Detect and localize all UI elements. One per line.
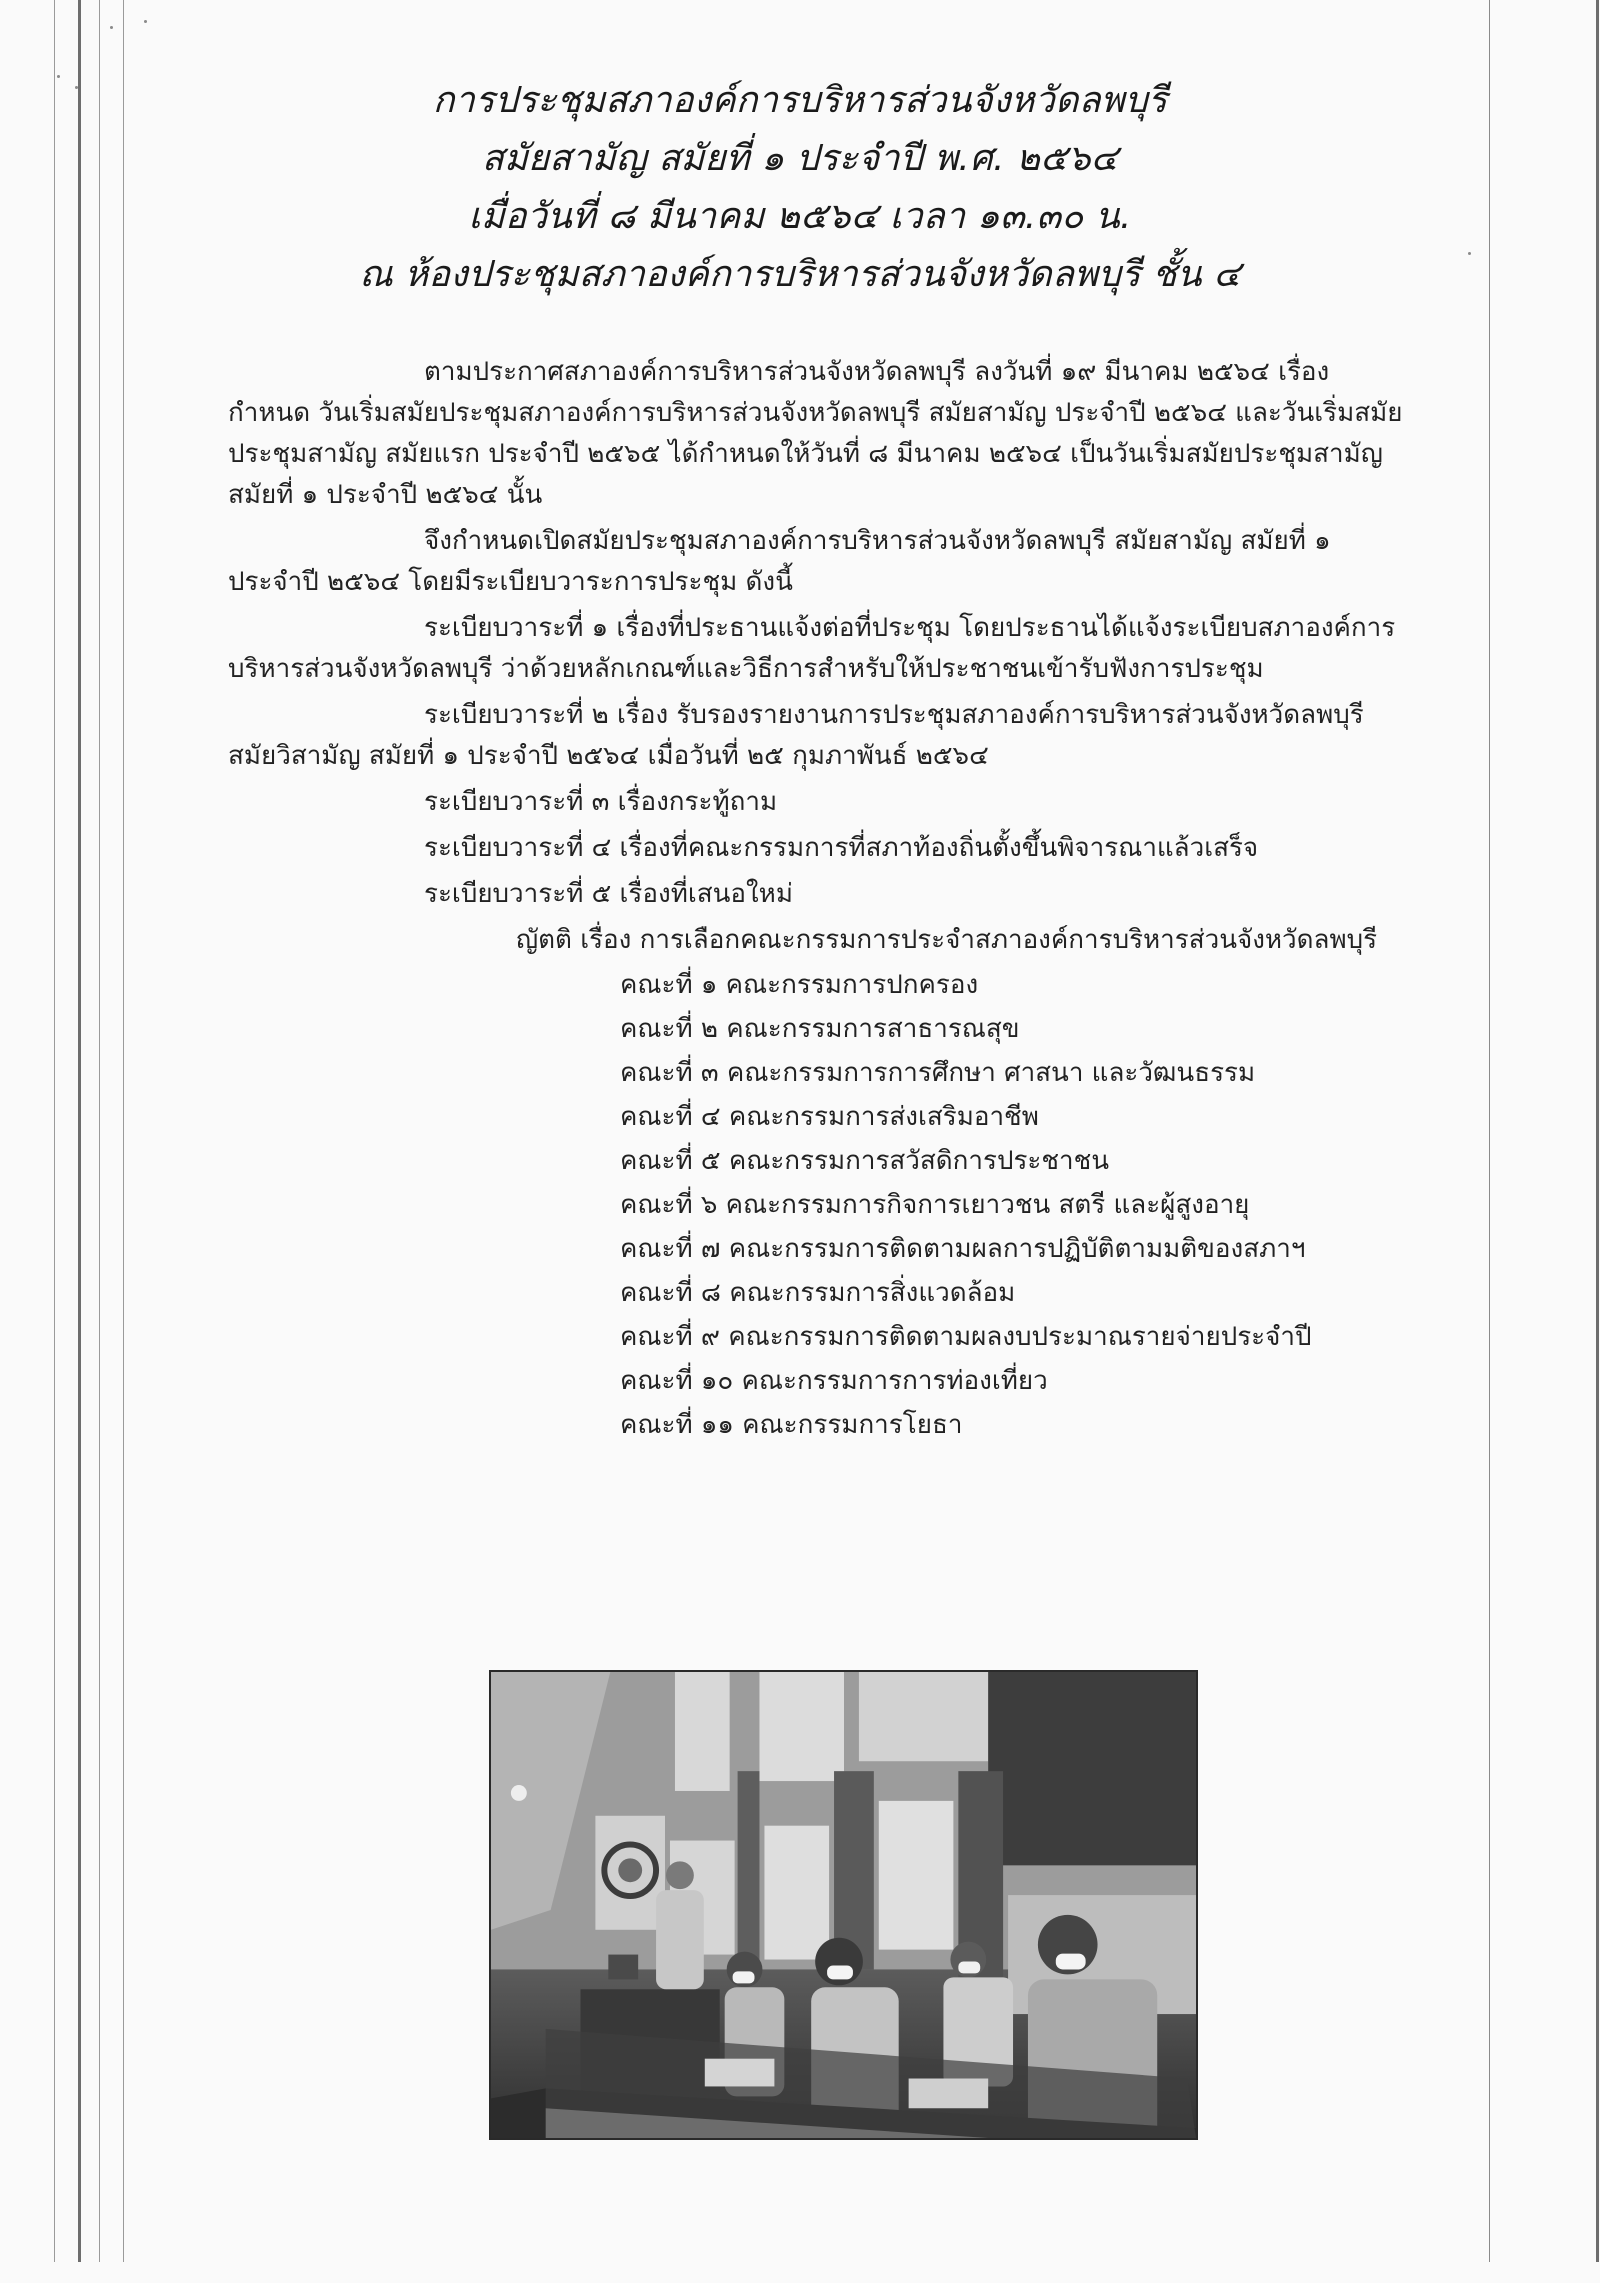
- title-line-datetime: เมื่อวันที่ ๘ มีนาคม ๒๕๖๔ เวลา ๑๓.๓๐ น.: [468, 196, 1132, 237]
- paragraph-line: ระเบียบวาระที่ ๑ เรื่องที่ประธานแจ้งต่อที่ประชุม โดยประธานได้แจ้งระเบียบสภาองค์การ: [424, 613, 1396, 643]
- meeting-photo: [489, 1670, 1198, 2140]
- scan-edge-line: [54, 0, 55, 2262]
- scan-speck: [110, 26, 113, 29]
- scan-edge-line: [99, 0, 100, 2262]
- document-title: [300, 72, 1300, 304]
- page-right-rule: [1489, 0, 1490, 2262]
- document-body: [228, 352, 1484, 1445]
- scan-speck: [75, 86, 78, 89]
- committee-item: คณะที่ ๕ คณะกรรมการสวัสดิการประชาชน: [620, 1146, 1110, 1176]
- paragraph-line: ตามประกาศสภาองค์การบริหารส่วนจังหวัดลพบุรี ลงวันที่ ๑๙ มีนาคม ๒๕๖๔ เรื่อง: [424, 357, 1330, 387]
- paragraph-line: ประจำปี ๒๕๖๔ โดยมีระเบียบวาระการประชุม ดังนี้: [228, 567, 793, 597]
- paragraph-line: กำหนด วันเริ่มสมัยประชุมสภาองค์การบริหารส่วนจังหวัดลพบุรี สมัยสามัญ ประจำปี ๒๕๖๔ และวันเริ่มสมัย: [228, 398, 1403, 428]
- meeting-photo-illustration: [491, 1672, 1196, 2138]
- agenda-item-1: [228, 608, 1484, 690]
- committee-item: คณะที่ ๒ คณะกรรมการสาธารณสุข: [620, 1014, 1020, 1044]
- scan-speck: [1468, 252, 1471, 255]
- committee-item: คณะที่ ๙ คณะกรรมการติดตามผลงบประมาณรายจ่ายประจำปี: [620, 1322, 1312, 1352]
- paragraph-line: สมัยที่ ๑ ประจำปี ๒๕๖๔ นั้น: [228, 480, 543, 510]
- motion-committee-selection: ญัตติ เรื่อง การเลือกคณะกรรมการประจำสภาองค์การบริหารส่วนจังหวัดลพบุรี: [516, 925, 1378, 955]
- agenda-item-4: ระเบียบวาระที่ ๔ เรื่องที่คณะกรรมการที่สภาท้องถิ่นตั้งขึ้นพิจารณาแล้วเสร็จ: [424, 833, 1259, 863]
- scan-edge-line: [78, 0, 81, 2262]
- paragraph-line: บริหารส่วนจังหวัดลพบุรี ว่าด้วยหลักเกณฑ์และวิธีการสำหรับให้ประชาชนเข้ารับฟังการประชุม: [228, 654, 1264, 684]
- committee-item: คณะที่ ๑๑ คณะกรรมการโยธา: [620, 1410, 963, 1440]
- scan-edge-line: [1596, 0, 1599, 2262]
- paragraph-announcement: [228, 352, 1484, 516]
- paragraph-line: ระเบียบวาระที่ ๒ เรื่อง รับรองรายงานการประชุมสภาองค์การบริหารส่วนจังหวัดลพบุรี: [424, 700, 1364, 730]
- scan-speck: [144, 20, 147, 23]
- title-line-venue: ณ ห้องประชุมสภาองค์การบริหารส่วนจังหวัดลพบุรี ชั้น ๔: [359, 254, 1241, 295]
- paragraph-line: สมัยวิสามัญ สมัยที่ ๑ ประจำปี ๒๕๖๔ เมื่อวันที่ ๒๕ กุมภาพันธ์ ๒๕๖๔: [228, 741, 989, 771]
- committee-item: คณะที่ ๑๐ คณะกรรมการการท่องเที่ยว: [620, 1366, 1048, 1396]
- committee-item: คณะที่ ๔ คณะกรรมการส่งเสริมอาชีพ: [620, 1102, 1039, 1132]
- title-line-session: สมัยสามัญ สมัยที่ ๑ ประจำปี พ.ศ. ๒๕๖๔: [481, 138, 1119, 179]
- committee-item: คณะที่ ๘ คณะกรรมการสิ่งแวดล้อม: [620, 1278, 1016, 1308]
- paragraph-opening: [228, 521, 1484, 603]
- paragraph-line: จึงกำหนดเปิดสมัยประชุมสภาองค์การบริหารส่วนจังหวัดลพบุรี สมัยสามัญ สมัยที่ ๑: [424, 526, 1331, 556]
- paragraph-line: ประชุมสามัญ สมัยแรก ประจำปี ๒๕๖๕ ได้กำหนดให้วันที่ ๘ มีนาคม ๒๕๖๔ เป็นวันเริ่มสมัยประชุมสามัญ: [228, 439, 1383, 469]
- committee-item: คณะที่ ๑ คณะกรรมการปกครอง: [620, 970, 979, 1000]
- title-line-meeting: การประชุมสภาองค์การบริหารส่วนจังหวัดลพบุรี: [432, 80, 1168, 121]
- agenda-item-5: ระเบียบวาระที่ ๕ เรื่องที่เสนอใหม่: [424, 879, 793, 909]
- agenda-item-2: [228, 695, 1484, 777]
- committee-item: คณะที่ ๖ คณะกรรมการกิจการเยาวชน สตรี และผู้สูงอายุ: [620, 1190, 1250, 1220]
- agenda-item-3: ระเบียบวาระที่ ๓ เรื่องกระทู้ถาม: [424, 787, 778, 817]
- committee-item: คณะที่ ๗ คณะกรรมการติดตามผลการปฏิบัติตามมติของสภาฯ: [620, 1234, 1306, 1264]
- scan-speck: [57, 75, 60, 78]
- committee-item: คณะที่ ๓ คณะกรรมการการศึกษา ศาสนา และวัฒนธรรม: [620, 1058, 1256, 1088]
- scan-edge-line: [123, 0, 124, 2262]
